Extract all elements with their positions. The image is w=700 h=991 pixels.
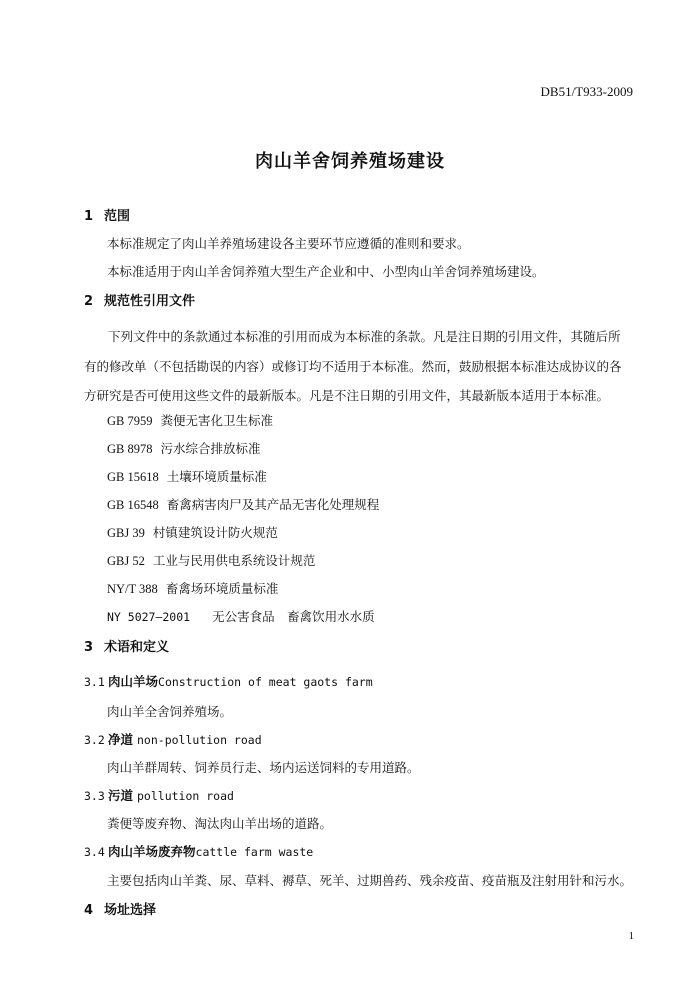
reference-item	[107, 523, 278, 541]
reference-code: GB 8978	[107, 442, 153, 456]
term-heading	[84, 730, 262, 748]
reference-item	[107, 411, 273, 429]
term-definition: 肉山羊全舍饲养殖场。	[107, 704, 233, 719]
term-number: 3.2	[84, 733, 105, 747]
term-heading	[84, 786, 234, 804]
reference-name: 粪便无害化卫生标准	[160, 413, 274, 428]
section-title: 场址选择	[104, 903, 157, 918]
reference-item	[107, 579, 278, 597]
reference-code: GB 15618	[107, 470, 159, 484]
term-en: cattle farm waste	[195, 845, 314, 859]
term-zh: 肉山羊场	[108, 674, 159, 689]
term-heading	[84, 842, 313, 860]
reference-item	[107, 439, 261, 457]
term-number: 3.3	[84, 789, 105, 803]
section-1-heading	[84, 205, 130, 224]
reference-code: GBJ 39	[107, 526, 145, 540]
section-4-heading	[84, 899, 156, 918]
term-zh: 污道	[108, 788, 134, 803]
term-zh: 净道	[108, 732, 134, 747]
standard-code: DB51/T933-2009	[540, 84, 633, 99]
reference-code: GB 16548	[107, 498, 159, 512]
page-number: 1	[628, 930, 634, 942]
term-number: 3.1	[84, 675, 105, 689]
term-number: 3.4	[84, 845, 105, 859]
section-number: 3	[84, 640, 94, 655]
reference-name: 土壤环境质量标准	[166, 469, 267, 484]
term-en: pollution road	[137, 789, 234, 803]
normative-references-intro: 下列文件中的条款通过本标准的引用而成为本标准的条款。凡是注日期的引用文件，其随后所有的修改单（不包括勘误的内容）或修订均不适用于本标准。然而，鼓励根据本标准达成协议的各方研究是否可使用这些文件的最新版本。凡是不注日期的引用文件，其最新版本适用于本标准。	[84, 329, 622, 403]
reference-code: NY 5027—2001	[107, 610, 191, 624]
reference-code: GB 7959	[107, 414, 153, 428]
section-number: 4	[84, 903, 94, 918]
scope-paragraph-1: 本标准规定了肉山羊养殖场建设各主要环节应遵循的准则和要求。	[107, 236, 470, 251]
reference-name: 村镇建筑设计防火规范	[152, 525, 278, 540]
reference-code: NY/T 388	[107, 582, 158, 596]
section-2-heading	[84, 290, 195, 309]
section-3-heading	[84, 636, 169, 655]
reference-name: 畜禽场环境质量标准	[165, 581, 279, 596]
term-zh: 肉山羊场废弃物	[108, 844, 196, 859]
reference-name: 畜禽病害肉尸及其产品无害化处理规程	[166, 497, 380, 512]
section-title: 范围	[104, 209, 131, 224]
section-number: 1	[84, 209, 94, 224]
section-number: 2	[84, 294, 94, 309]
term-en: Construction of meat gaots farm	[158, 675, 373, 689]
reference-item	[107, 551, 315, 569]
reference-item	[107, 467, 267, 485]
document-title: 肉山羊舍饲养殖场建设	[255, 151, 445, 172]
term-en: non-pollution road	[137, 733, 262, 747]
section-title: 规范性引用文件	[104, 294, 196, 309]
reference-item	[107, 607, 375, 625]
reference-name: 污水综合排放标准	[160, 441, 261, 456]
reference-item	[107, 495, 379, 513]
term-definition: 主要包括肉山羊粪、尿、草料、褥草、死羊、过期兽药、残余疫苗、疫苗瓶及注射用针和污水。	[107, 873, 633, 888]
reference-name: 无公害食品 畜禽饮用水水质	[212, 609, 375, 624]
term-definition: 粪便等废弃物、淘汰肉山羊出场的道路。	[107, 816, 333, 831]
section-title: 术语和定义	[104, 640, 170, 655]
scope-paragraph-2: 本标准适用于肉山羊舍饲养殖大型生产企业和中、小型肉山羊舍饲养殖场建设。	[107, 264, 545, 279]
reference-code: GBJ 52	[107, 554, 145, 568]
reference-name: 工业与民用供电系统设计规范	[152, 553, 316, 568]
term-definition: 肉山羊群周转、饲养员行走、场内运送饲料的专用道路。	[107, 760, 420, 775]
term-heading	[84, 672, 373, 690]
